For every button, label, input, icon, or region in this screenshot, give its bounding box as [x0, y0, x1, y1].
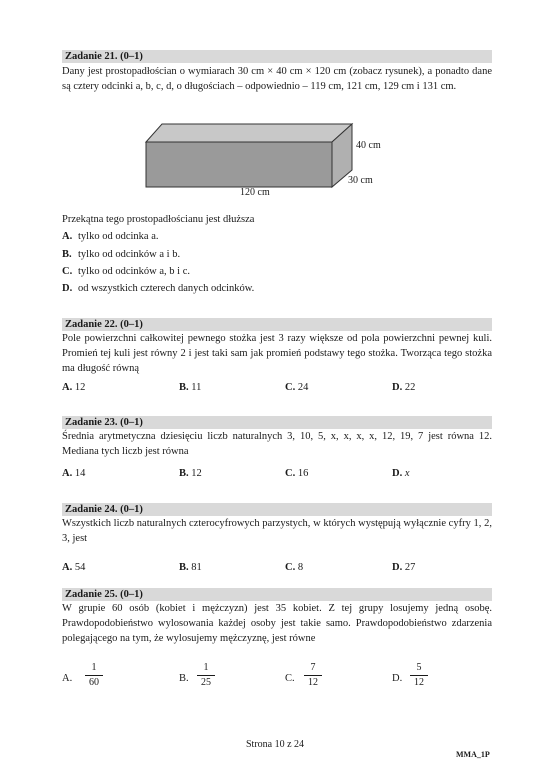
cuboid-front-face — [146, 142, 332, 187]
task-25-header: Zadanie 25. (0–1) — [62, 588, 492, 601]
task-21-option-c: C. tylko od odcinków a, b i c. — [62, 266, 190, 277]
task-25-option-c-fraction: 7 12 — [304, 662, 322, 689]
task-23-option-a: A. 14 — [62, 468, 86, 479]
task-22-body: Pole powierzchni całkowitej pewnego stożka jest 3 razy większe od pola powierzchni pewnej kuli. Promień tej kuli jest równy 2 i jest taki sam jak promień podstawy tego stożka. Tworząca tego stożka ma długość równą — [62, 333, 492, 374]
fig-label-length: 120 cm — [240, 187, 270, 198]
task-23-option-d: D. x — [392, 468, 410, 479]
task-25-option-c-key: C. — [285, 673, 295, 684]
task-22-header: Zadanie 22. (0–1) — [62, 318, 492, 331]
cuboid-figure — [140, 120, 400, 198]
task-25-option-b-fraction: 1 25 — [197, 662, 215, 689]
exam-code: MMA_1P — [456, 750, 490, 759]
task-22-option-c: C. 24 — [285, 382, 309, 393]
task-24-option-b: B. 81 — [179, 562, 202, 573]
task-24-option-a: A. 54 — [62, 562, 86, 573]
task-23-option-c: C. 16 — [285, 468, 309, 479]
task-21-option-a: A. tylko od odcinka a. — [62, 231, 159, 242]
fig-label-depth: 30 cm — [348, 175, 373, 186]
page-number: Strona 10 z 24 — [246, 739, 305, 750]
task-22-option-a: A. 12 — [62, 382, 86, 393]
cuboid-top-face — [146, 124, 352, 142]
task-24-header: Zadanie 24. (0–1) — [62, 503, 492, 516]
task-23-option-b: B. 12 — [179, 468, 202, 479]
task-21-option-b: B. tylko od odcinków a i b. — [62, 249, 181, 260]
task-25-option-d-key: D. — [392, 673, 403, 684]
task-22-option-d: D. 22 — [392, 382, 416, 393]
task-21-header: Zadanie 21. (0–1) — [62, 50, 492, 63]
task-21-option-d: D. od wszystkich czterech danych odcinków. — [62, 283, 255, 294]
task-25-option-a-key: A. — [62, 673, 73, 684]
task-21-body: Dany jest prostopadłościan o wymiarach 30 cm × 40 cm × 120 cm (zobacz rysunek), a ponadto dane są cztery odcinki a, b, c, d, o długościach – odpowiednio – 119 cm, 121 cm, 129 cm i 131 cm. — [62, 66, 492, 92]
task-22-option-b: B. 11 — [179, 382, 202, 393]
task-25-option-d-fraction: 5 12 — [410, 662, 428, 689]
task-25-body: W grupie 60 osób (kobiet i mężczyzn) jest 35 kobiet. Z tej grupy losujemy jedną osobę. Prawdopodobieństwo wylosowania każdej osoby jest takie samo. Prawdopodobieństwo zdarzenia polegającego na tym, że wylosujemy mężczyznę, jest równe — [62, 603, 492, 644]
fig-label-height: 40 cm — [356, 140, 381, 151]
task-25-option-b-key: B. — [179, 673, 189, 684]
task-25-option-a-fraction: 1 60 — [85, 662, 103, 689]
task-21-question: Przekątna tego prostopadłościanu jest dłuższa — [62, 214, 255, 225]
task-23-body: Średnia arytmetyczna dziesięciu liczb naturalnych 3, 10, 5, x, x, x, x, 12, 19, 7 jest równa 12. Mediana tych liczb jest równa — [62, 431, 492, 457]
task-23-header: Zadanie 23. (0–1) — [62, 416, 492, 429]
task-24-option-d: D. 27 — [392, 562, 416, 573]
task-24-option-c: C. 8 — [285, 562, 304, 573]
task-24-body: Wszystkich liczb naturalnych czterocyfrowych parzystych, w których występują wyłącznie cyfry 1, 2, 3, jest — [62, 518, 492, 544]
